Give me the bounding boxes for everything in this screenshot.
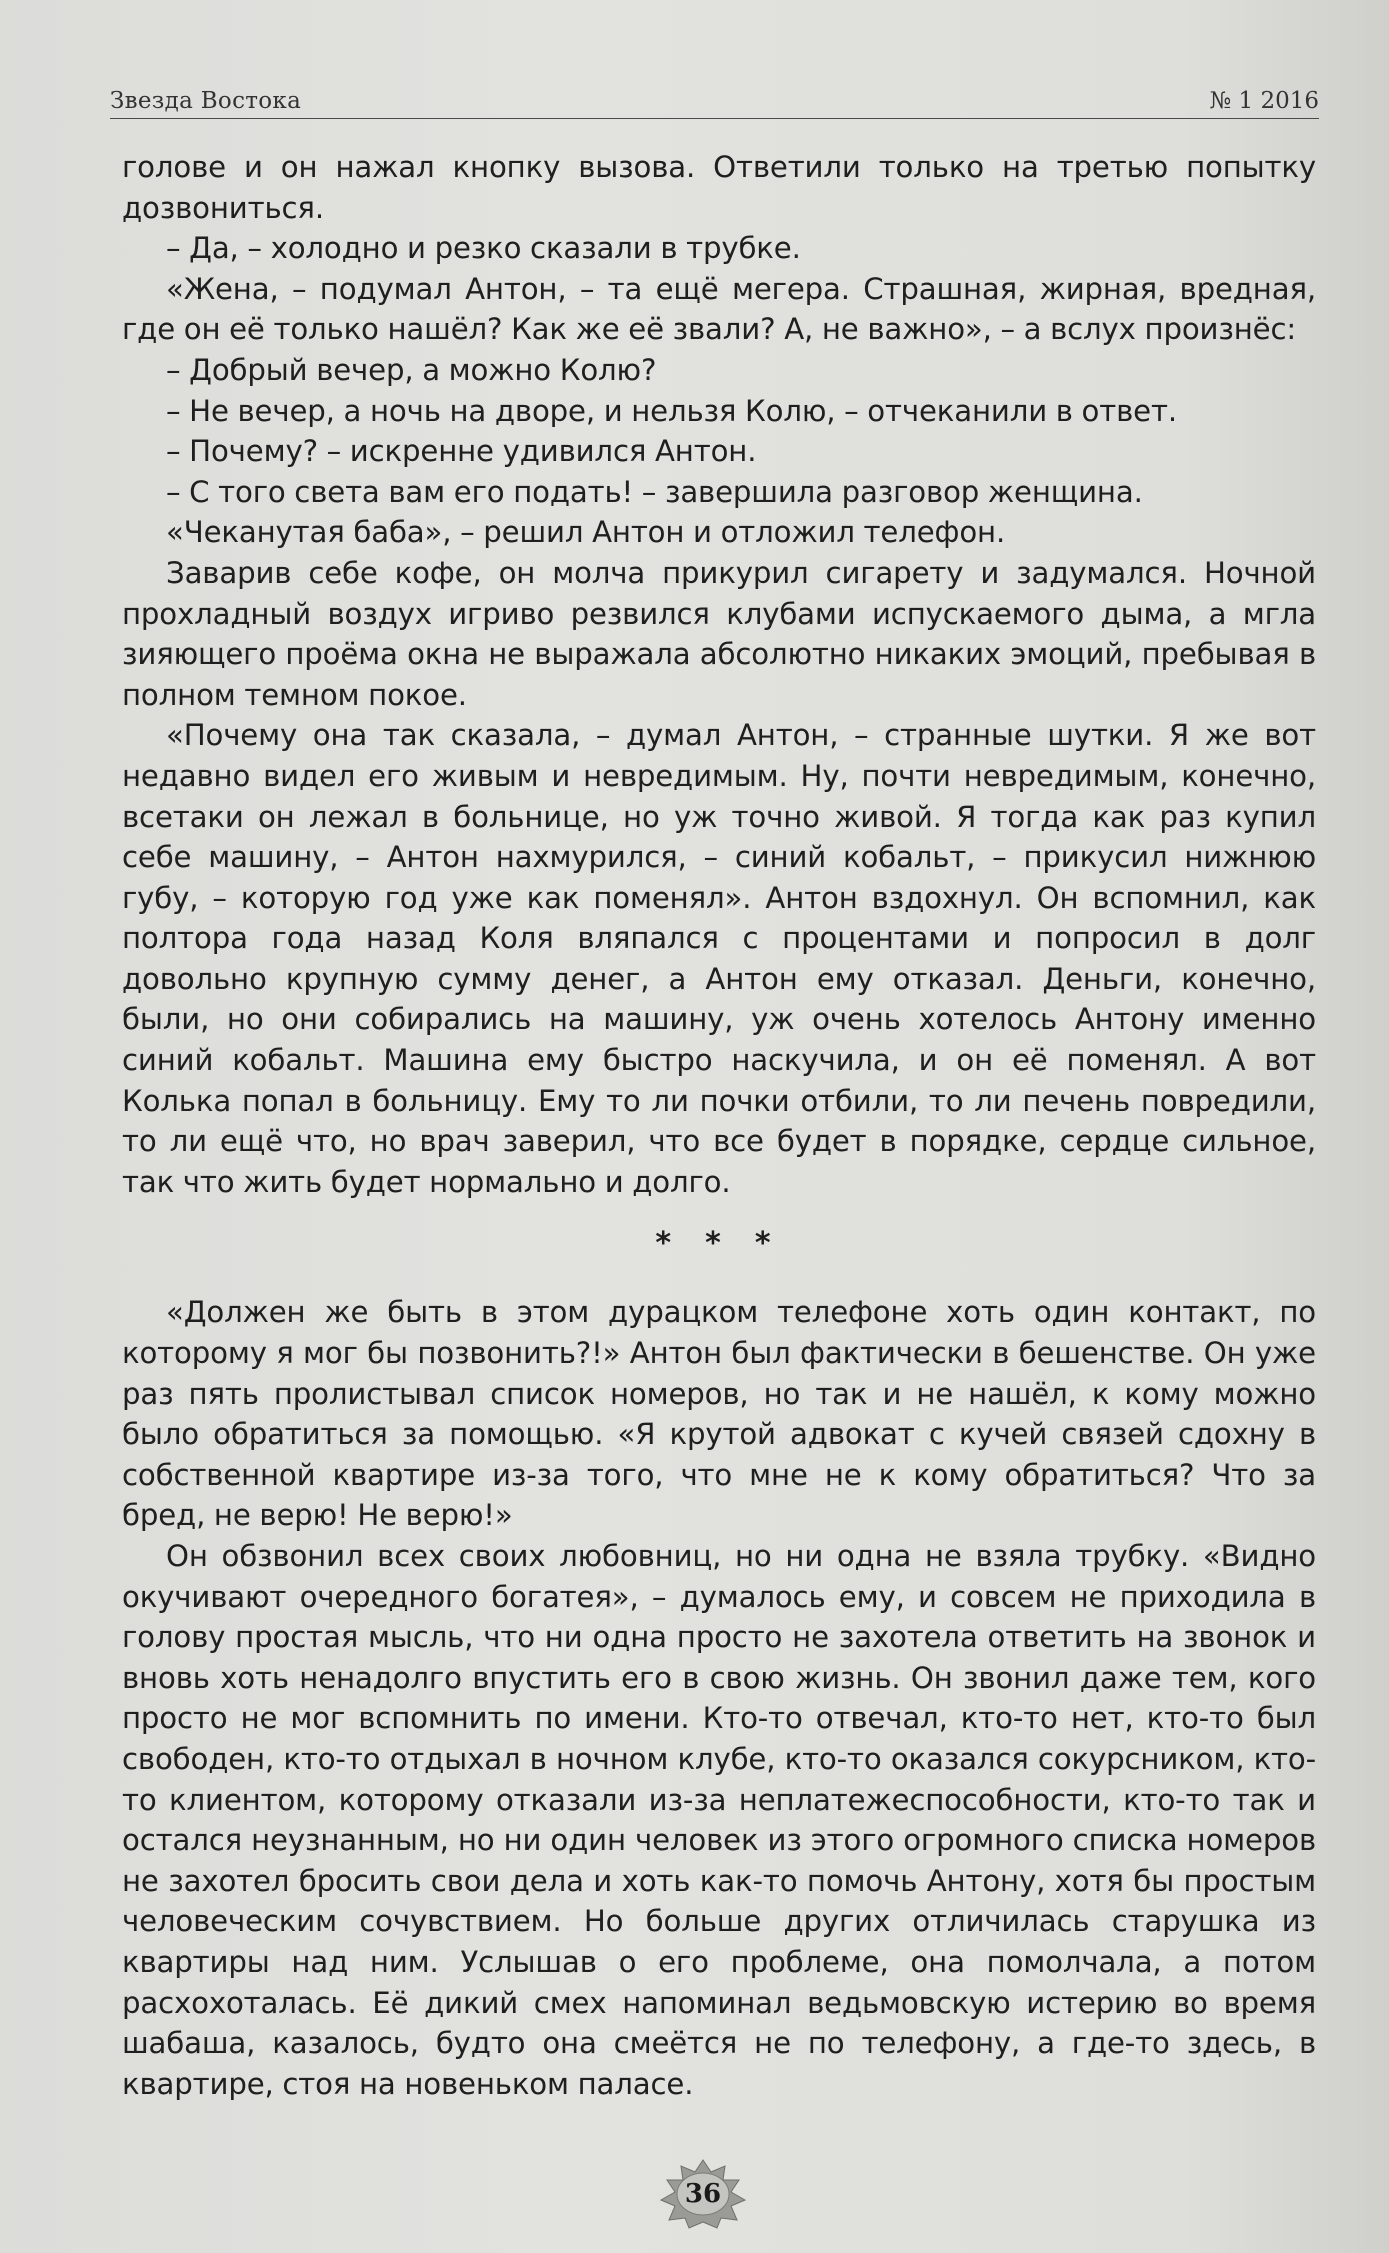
text-section-1: [122, 147, 1316, 1202]
section-separator: * * *: [655, 1226, 783, 1262]
running-header: [110, 78, 1319, 119]
paragraph: – Не вечер, а ночь на дворе, и нельзя Колю, – отчеканили в ответ.: [166, 393, 1177, 428]
paragraph: – Добрый вечер, а можно Колю?: [166, 352, 657, 387]
paragraph: Заварив себе кофе, он молча прикурил сигарету и задумался. Ночной прохладный воздух игриво резвился клубами испускаемого дыма, а мгла зияющего проёма окна не выражала абсолютно никаких эмоций, пребывая в полном темном покое.: [122, 555, 1316, 712]
article-body: [122, 147, 1316, 2104]
issue-number: № 1 2016: [1209, 88, 1319, 114]
paragraph: «Чеканутая баба», – решил Антон и отложил телефон.: [166, 515, 1006, 550]
text-section-2: [122, 1292, 1316, 2104]
paragraph: «Должен же быть в этом дурацком телефоне хоть один контакт, по которому я мог бы позвонить?!» Антон был фактически в бешенстве. Он уже раз пять пролистывал список номеров, но так и не нашёл, к кому можно было обратиться за помощью. «Я крутой адвокат с кучей связей сдохну в собственной квартире из-за того, что мне не к кому обратиться? Что за бред, не верю! Не верю!»: [122, 1295, 1316, 1533]
paragraph: – С того света вам его подать! – завершила разговор женщина.: [166, 474, 1143, 509]
paragraph: «Жена, – подумал Антон, – та ещё мегера. Страшная, жирная, вредная, где он её только нашёл? Как же её звали? А, не важно», – а вслух произнёс:: [122, 271, 1316, 347]
paragraph: Он обзвонил всех своих любовниц, но ни одна не взяла трубку. «Видно окучивают очередного богатея», – думалось ему, и совсем не приходила в голову простая мысль, что ни одна просто не захотела ответить на звонок и вновь хоть ненадолго впустить его в свою жизнь. Он звонил даже тем, кого просто не мог вспомнить по имени. Кто-то отвечал, кто-то нет, кто-то был свободен, кто-то отдыхал в ночном клубе, кто-то оказался сокурсником, кто-то клиентом, которому отказали из-за неплатежеспособности, кто-то так и остался неузнанным, но ни один человек из этого огромного списка номеров не захотел бросить свои дела и хоть как-то помочь Антону, хотя бы простым человеческим сочувствием. Но больше других отличилась старушка из квартиры над ним. Услышав о его проблеме, она помолчала, а потом расхохоталась. Её дикий смех напоминал ведьмовскую истерию во время шабаша, казалось, будто она смеётся не по телефону, а где-то здесь, в квартире, стоя на новеньком паласе.: [122, 1539, 1316, 2101]
page-number-badge: [655, 2158, 751, 2230]
paragraph: – Да, – холодно и резко сказали в трубке.: [166, 231, 801, 266]
paragraph: голове и он нажал кнопку вызова. Ответили только на третью попытку дозвониться.: [122, 150, 1316, 225]
page-number: 36: [684, 2179, 722, 2209]
paragraph: «Почему она так сказала, – думал Антон, – странные шутки. Я же вот недавно видел его живым и невредимым. Ну, почти невредимым, конечно, всетаки он лежал в больнице, но уж точно живой. Я тогда как раз купил себе машину, – Антон нахмурился, – синий кобальт, – прикусил нижнюю губу, – которую год уже как поменял». Антон вздохнул. Он вспомнил, как полтора года назад Коля вляпался с процентами и попросил в долг довольно крупную сумму денег, а Антон ему отказал. Деньги, конечно, были, но они собирались на машину, уж очень хотелось Антону именно синий кобальт. Машина ему быстро наскучила, и он её поменял. А вот Колька попал в больницу. Ему то ли почки отбили, то ли печень повредили, то ли ещё что, но врач заверил, что все будет в порядке, сердце сильное, так что жить будет нормально и долго.: [122, 718, 1316, 1199]
journal-title: Звезда Востока: [110, 88, 302, 114]
paragraph: – Почему? – искренне удивился Антон.: [166, 434, 757, 469]
